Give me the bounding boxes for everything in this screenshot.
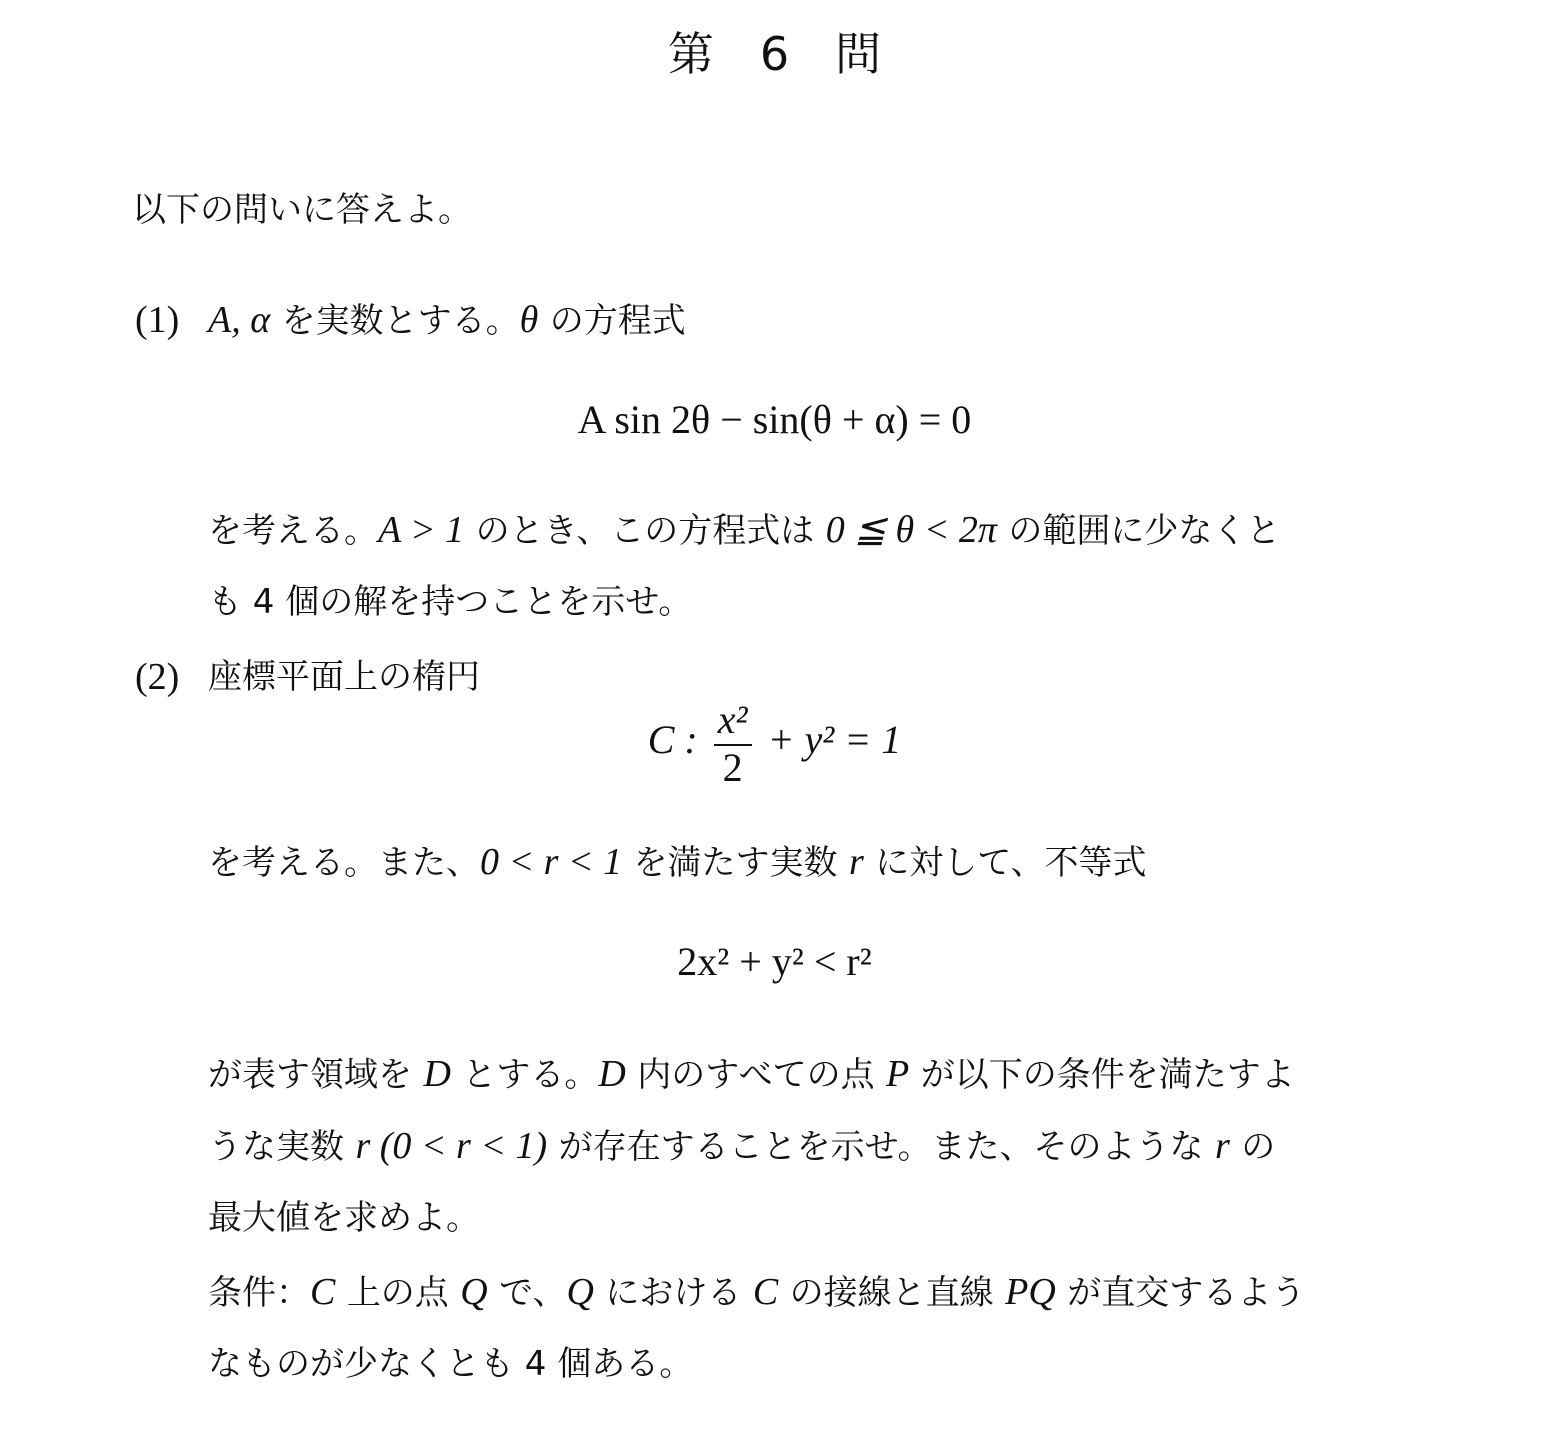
ellipse-denominator: 2: [722, 745, 743, 790]
part1-range: 0 ≦ θ < 2π: [825, 509, 997, 551]
part2-text: 内のすべての点: [637, 1055, 875, 1095]
condition-text: が直交するよう: [1067, 1273, 1306, 1313]
part2-line3: [208, 1052, 1295, 1097]
part2-line1: 座標平面上の楕円: [208, 657, 480, 697]
part2-text: うな実数: [208, 1127, 344, 1167]
part1-vars: A, α: [208, 299, 271, 341]
part2-line5: 最大値を求めよ。: [208, 1198, 480, 1238]
part2-r-condition: 0 < r < 1: [480, 841, 623, 883]
condition-line1: [208, 1270, 1305, 1315]
region-D: D: [598, 1053, 626, 1095]
part2-text: を考える。また、: [208, 843, 480, 883]
condition-line2: なものが少なくとも 4 個ある。: [208, 1344, 694, 1384]
ellipse-lhs: C :: [647, 717, 698, 763]
ellipse-equation: [0, 697, 1549, 790]
part2-r: r: [1215, 1125, 1230, 1167]
part2-text: が表す領域を: [208, 1055, 412, 1095]
region-D: D: [423, 1053, 451, 1095]
part2-inequality: 2x² + y² < r²: [677, 939, 872, 984]
ellipse-fraction: [714, 697, 752, 790]
part1-line1: [208, 298, 686, 343]
part1-label: (1): [135, 299, 180, 341]
line-PQ: PQ: [1005, 1271, 1056, 1313]
part2-line4: [208, 1124, 1275, 1169]
part1-text: を実数とする。: [281, 301, 520, 341]
part1-line2: [208, 508, 1280, 553]
part1-equation: A sin 2θ − sin(θ + α) = 0: [577, 397, 972, 442]
part1-text: のとき、この方程式は: [475, 511, 815, 551]
part2-text: の: [1241, 1127, 1276, 1167]
ellipse-numerator: x²: [714, 700, 752, 746]
part1-text: を考える。: [208, 511, 378, 551]
part1-condition: A > 1: [378, 509, 465, 551]
part2-text: が存在することを示せ。また、そのような: [558, 1127, 1204, 1167]
page-title: 第 6 問: [667, 27, 882, 81]
part1-line3: も 4 個の解を持つことを示せ。: [208, 582, 693, 622]
condition-text: 上の点: [346, 1273, 449, 1313]
part2-line2: [208, 840, 1147, 885]
part2-text: とする。: [462, 1055, 599, 1095]
curve-C: C: [752, 1271, 779, 1313]
part2-text: を満たす実数: [633, 843, 838, 883]
part1-text: の範囲に少なくと: [1008, 511, 1281, 551]
condition-text: の接線と直線: [789, 1273, 994, 1313]
condition-text: で、: [499, 1273, 567, 1313]
part2-label: (2): [135, 656, 180, 698]
part2-r-range: r (0 < r < 1): [355, 1125, 548, 1167]
point-Q: Q: [566, 1271, 594, 1313]
part1-text: の方程式: [549, 301, 686, 341]
ellipse-rhs: + y² = 1: [767, 717, 902, 763]
condition-text: における: [605, 1273, 742, 1313]
condition-text: 条件：: [208, 1273, 310, 1313]
part1-theta: θ: [519, 299, 539, 341]
point-Q: Q: [460, 1271, 488, 1313]
intro-text: 以下の問いに答えよ。: [132, 190, 472, 230]
part2-r: r: [848, 841, 864, 883]
part2-text: が以下の条件を満たすよ: [920, 1055, 1295, 1095]
curve-C: C: [310, 1271, 336, 1313]
part2-text: に対して、不等式: [875, 843, 1147, 883]
point-P: P: [886, 1053, 910, 1095]
